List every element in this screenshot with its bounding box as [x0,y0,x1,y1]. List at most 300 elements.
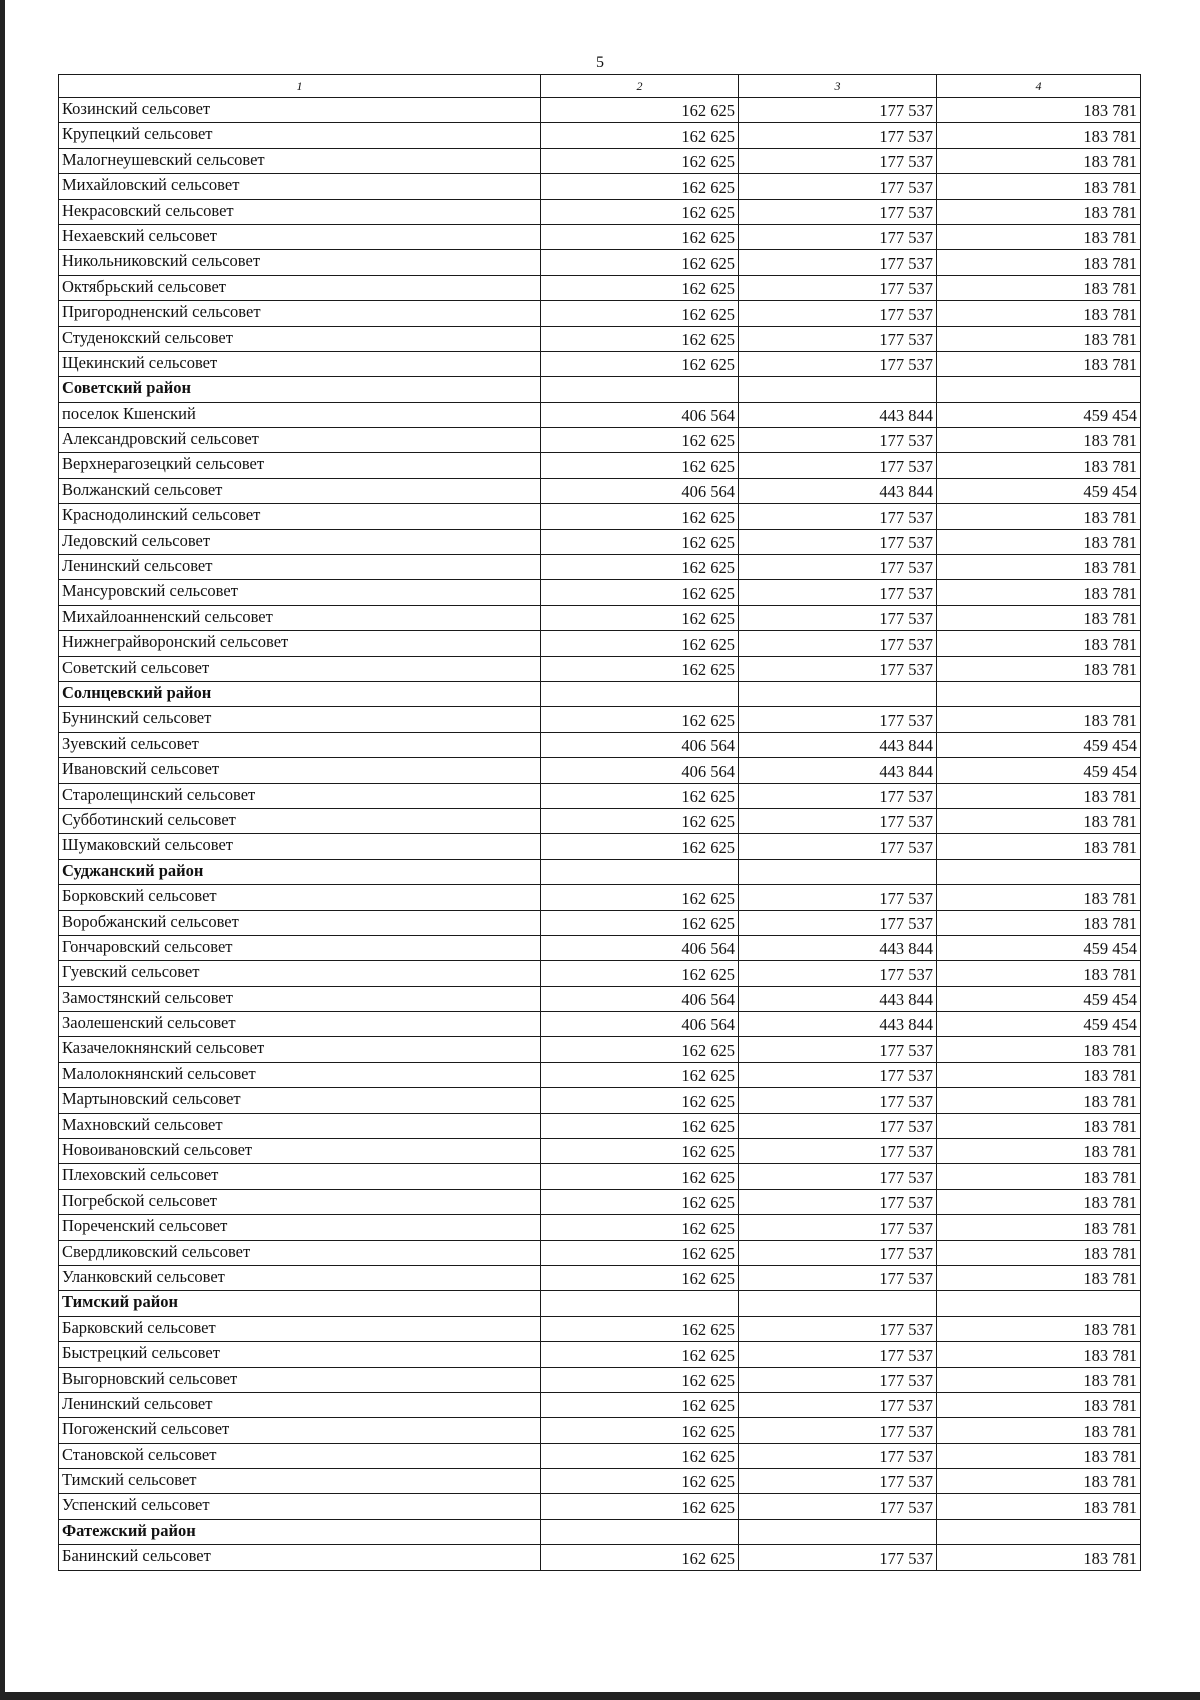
table-row [59,1215,1141,1240]
table-row [59,1469,1141,1494]
value-col-2: 162 625 [541,428,739,453]
value-col-2: 162 625 [541,961,739,986]
value-col-4: 183 781 [937,1037,1141,1062]
settlement-name: Октябрьский сельсовет [59,275,541,300]
table-row [59,783,1141,808]
settlement-name: Михайлоанненский сельсовет [59,605,541,630]
settlement-name: Казачелокнянский сельсовет [59,1037,541,1062]
value-col-4: 183 781 [937,1316,1141,1341]
district-row [59,681,1141,706]
header-col-1: 1 [59,75,541,98]
value-col-2: 162 625 [541,1037,739,1062]
value-col-3: 177 537 [739,834,937,859]
settlement-name: Ленинский сельсовет [59,1392,541,1417]
value-col-2 [541,681,739,706]
table-row [59,1088,1141,1113]
value-col-2: 406 564 [541,402,739,427]
value-col-3: 177 537 [739,148,937,173]
value-col-2: 162 625 [541,123,739,148]
value-col-3: 177 537 [739,1443,937,1468]
value-col-4: 183 781 [937,631,1141,656]
value-col-2: 162 625 [541,1062,739,1087]
value-col-4: 183 781 [937,174,1141,199]
value-col-3: 177 537 [739,428,937,453]
settlement-name: Верхнерагозецкий сельсовет [59,453,541,478]
table-row [59,98,1141,123]
value-col-2: 162 625 [541,224,739,249]
settlement-name: Пригородненский сельсовет [59,301,541,326]
value-col-3 [739,681,937,706]
value-col-4: 183 781 [937,783,1141,808]
district-name: Советский район [59,377,541,402]
settlement-name: Барковский сельсовет [59,1316,541,1341]
value-col-2: 162 625 [541,631,739,656]
value-col-2: 406 564 [541,986,739,1011]
table-row [59,1189,1141,1214]
value-col-2: 162 625 [541,1545,739,1570]
value-col-3 [739,377,937,402]
value-col-4 [937,1519,1141,1544]
value-col-3 [739,859,937,884]
allocation-table [58,74,1141,1571]
value-col-3: 177 537 [739,783,937,808]
settlement-name: Малогнеушевский сельсовет [59,148,541,173]
value-col-2: 162 625 [541,1443,739,1468]
value-col-4: 183 781 [937,224,1141,249]
value-col-4: 183 781 [937,1469,1141,1494]
value-col-4: 183 781 [937,326,1141,351]
settlement-name: Тимский сельсовет [59,1469,541,1494]
table-row [59,428,1141,453]
value-col-3: 443 844 [739,1012,937,1037]
value-col-4: 183 781 [937,275,1141,300]
value-col-3: 177 537 [739,250,937,275]
value-col-2: 162 625 [541,351,739,376]
settlement-name: Мартыновский сельсовет [59,1088,541,1113]
value-col-3: 177 537 [739,555,937,580]
settlement-name: Свердликовский сельсовет [59,1240,541,1265]
value-col-2: 162 625 [541,605,739,630]
value-col-3: 177 537 [739,1113,937,1138]
table-row [59,1367,1141,1392]
settlement-name: Воробжанский сельсовет [59,910,541,935]
value-col-3: 177 537 [739,631,937,656]
table-row [59,250,1141,275]
value-col-2: 162 625 [541,1088,739,1113]
value-col-2: 162 625 [541,301,739,326]
value-col-2: 162 625 [541,656,739,681]
scan-edge-left [0,0,5,1700]
value-col-4: 459 454 [937,758,1141,783]
value-col-3: 177 537 [739,1494,937,1519]
value-col-4: 183 781 [937,1342,1141,1367]
value-col-4: 183 781 [937,605,1141,630]
settlement-name: Мансуровский сельсовет [59,580,541,605]
value-col-4: 183 781 [937,123,1141,148]
value-col-3: 177 537 [739,1316,937,1341]
value-col-2: 162 625 [541,504,739,529]
value-col-4: 459 454 [937,732,1141,757]
value-col-3: 177 537 [739,504,937,529]
value-col-3: 177 537 [739,1265,937,1290]
value-col-4: 183 781 [937,1189,1141,1214]
value-col-2: 162 625 [541,1392,739,1417]
value-col-3: 177 537 [739,1392,937,1417]
settlement-name: Субботинский сельсовет [59,808,541,833]
table-row [59,478,1141,503]
value-col-2: 406 564 [541,935,739,960]
value-col-3: 177 537 [739,707,937,732]
value-col-3 [739,1519,937,1544]
value-col-3: 443 844 [739,935,937,960]
value-col-3: 177 537 [739,1469,937,1494]
value-col-3: 177 537 [739,1418,937,1443]
value-col-3: 177 537 [739,529,937,554]
settlement-name: Крупецкий сельсовет [59,123,541,148]
settlement-name: Ивановский сельсовет [59,758,541,783]
value-col-4: 183 781 [937,580,1141,605]
value-col-2: 162 625 [541,1215,739,1240]
table-row [59,1443,1141,1468]
table-row [59,326,1141,351]
value-col-2: 162 625 [541,1164,739,1189]
table-row [59,148,1141,173]
settlement-name: Гончаровский сельсовет [59,935,541,960]
table-row [59,1545,1141,1570]
scan-edge-bottom [0,1692,1200,1700]
table-row [59,885,1141,910]
district-name: Суджанский район [59,859,541,884]
value-col-4: 183 781 [937,1062,1141,1087]
value-col-3: 177 537 [739,1367,937,1392]
value-col-4: 183 781 [937,910,1141,935]
value-col-4: 183 781 [937,808,1141,833]
value-col-3: 177 537 [739,224,937,249]
settlement-name: поселок Кшенский [59,402,541,427]
value-col-3: 177 537 [739,1240,937,1265]
value-col-3: 177 537 [739,910,937,935]
settlement-name: Заолешенский сельсовет [59,1012,541,1037]
settlement-name: Новоивановский сельсовет [59,1139,541,1164]
table-row [59,1164,1141,1189]
settlement-name: Некрасовский сельсовет [59,199,541,224]
value-col-2: 162 625 [541,174,739,199]
header-col-2: 2 [541,75,739,98]
value-col-3: 177 537 [739,1088,937,1113]
value-col-3: 443 844 [739,402,937,427]
table-row [59,1037,1141,1062]
settlement-name: Советский сельсовет [59,656,541,681]
value-col-2: 162 625 [541,1342,739,1367]
page-number: 5 [596,54,604,71]
value-col-4: 183 781 [937,504,1141,529]
value-col-2: 162 625 [541,1189,739,1214]
value-col-2: 162 625 [541,555,739,580]
value-col-2: 406 564 [541,758,739,783]
district-row [59,377,1141,402]
value-col-4: 459 454 [937,1012,1141,1037]
value-col-4: 183 781 [937,529,1141,554]
value-col-2: 162 625 [541,1367,739,1392]
value-col-4: 183 781 [937,1240,1141,1265]
settlement-name: Шумаковский сельсовет [59,834,541,859]
table-row [59,555,1141,580]
value-col-3: 177 537 [739,199,937,224]
settlement-name: Уланковский сельсовет [59,1265,541,1290]
settlement-name: Гуевский сельсовет [59,961,541,986]
settlement-name: Ледовский сельсовет [59,529,541,554]
settlement-name: Плеховский сельсовет [59,1164,541,1189]
value-col-3: 177 537 [739,453,937,478]
value-col-4 [937,859,1141,884]
table-row [59,1240,1141,1265]
value-col-3: 177 537 [739,326,937,351]
value-col-4: 183 781 [937,555,1141,580]
settlement-name: Малолокнянский сельсовет [59,1062,541,1087]
table-row [59,910,1141,935]
table-row [59,123,1141,148]
value-col-3: 443 844 [739,478,937,503]
settlement-name: Борковский сельсовет [59,885,541,910]
district-name: Тимский район [59,1291,541,1316]
value-col-4: 183 781 [937,707,1141,732]
settlement-name: Быстрецкий сельсовет [59,1342,541,1367]
value-col-3: 177 537 [739,885,937,910]
value-col-2: 162 625 [541,1139,739,1164]
value-col-3: 177 537 [739,301,937,326]
settlement-name: Погребской сельсовет [59,1189,541,1214]
value-col-3: 177 537 [739,605,937,630]
settlement-name: Александровский сельсовет [59,428,541,453]
settlement-name: Нижнеграйворонский сельсовет [59,631,541,656]
value-col-4: 183 781 [937,98,1141,123]
settlement-name: Старолещинский сельсовет [59,783,541,808]
value-col-4: 183 781 [937,1088,1141,1113]
table-row [59,1342,1141,1367]
district-row [59,1291,1141,1316]
settlement-name: Бунинский сельсовет [59,707,541,732]
value-col-4: 459 454 [937,935,1141,960]
table-row [59,174,1141,199]
settlement-name: Зуевский сельсовет [59,732,541,757]
table-row [59,224,1141,249]
value-col-4: 183 781 [937,1265,1141,1290]
district-row [59,859,1141,884]
value-col-2: 162 625 [541,98,739,123]
value-col-4: 183 781 [937,301,1141,326]
settlement-name: Успенский сельсовет [59,1494,541,1519]
settlement-name: Никольниковский сельсовет [59,250,541,275]
value-col-3: 177 537 [739,1342,937,1367]
value-col-2: 162 625 [541,250,739,275]
settlement-name: Замостянский сельсовет [59,986,541,1011]
value-col-3: 443 844 [739,758,937,783]
value-col-4: 183 781 [937,885,1141,910]
value-col-3: 177 537 [739,1545,937,1570]
table-row [59,199,1141,224]
value-col-4: 459 454 [937,478,1141,503]
table-row [59,529,1141,554]
value-col-2: 406 564 [541,478,739,503]
value-col-4 [937,1291,1141,1316]
table-row [59,605,1141,630]
value-col-2 [541,1291,739,1316]
value-col-3: 177 537 [739,1164,937,1189]
table-row [59,935,1141,960]
settlement-name: Банинский сельсовет [59,1545,541,1570]
table-row [59,453,1141,478]
value-col-3: 443 844 [739,986,937,1011]
value-col-2: 162 625 [541,910,739,935]
settlement-name: Нехаевский сельсовет [59,224,541,249]
settlement-name: Студенокский сельсовет [59,326,541,351]
value-col-4: 183 781 [937,1418,1141,1443]
settlement-name: Погоженский сельсовет [59,1418,541,1443]
value-col-3: 177 537 [739,656,937,681]
value-col-2: 162 625 [541,275,739,300]
value-col-2 [541,377,739,402]
value-col-4: 183 781 [937,453,1141,478]
value-col-2: 162 625 [541,1316,739,1341]
table-row [59,986,1141,1011]
value-col-4: 183 781 [937,1164,1141,1189]
value-col-3: 177 537 [739,98,937,123]
value-col-3: 443 844 [739,732,937,757]
table-row [59,1392,1141,1417]
table-row [59,402,1141,427]
settlement-name: Выгорновский сельсовет [59,1367,541,1392]
value-col-3: 177 537 [739,275,937,300]
table-row [59,504,1141,529]
settlement-name: Ленинский сельсовет [59,555,541,580]
value-col-2: 162 625 [541,1469,739,1494]
table-row [59,808,1141,833]
value-col-2: 406 564 [541,732,739,757]
table-row [59,834,1141,859]
value-col-3: 177 537 [739,1215,937,1240]
header-row [59,75,1141,98]
table-row [59,1494,1141,1519]
value-col-4: 183 781 [937,199,1141,224]
table-row [59,1418,1141,1443]
value-col-2: 162 625 [541,707,739,732]
table-row [59,758,1141,783]
value-col-4: 183 781 [937,351,1141,376]
value-col-3: 177 537 [739,961,937,986]
value-col-4 [937,377,1141,402]
value-col-2: 162 625 [541,885,739,910]
settlement-name: Козинский сельсовет [59,98,541,123]
value-col-4: 183 781 [937,250,1141,275]
settlement-name: Щекинский сельсовет [59,351,541,376]
value-col-2: 162 625 [541,580,739,605]
value-col-2: 162 625 [541,1240,739,1265]
value-col-2: 162 625 [541,1265,739,1290]
district-name: Фатежский район [59,1519,541,1544]
header-col-3: 3 [739,75,937,98]
table-row [59,301,1141,326]
value-col-2 [541,859,739,884]
value-col-2: 162 625 [541,808,739,833]
settlement-name: Становской сельсовет [59,1443,541,1468]
value-col-4: 183 781 [937,961,1141,986]
value-col-3: 177 537 [739,1062,937,1087]
value-col-3: 177 537 [739,580,937,605]
value-col-2: 162 625 [541,148,739,173]
table-row [59,961,1141,986]
value-col-4: 459 454 [937,402,1141,427]
value-col-2: 162 625 [541,1418,739,1443]
value-col-2: 162 625 [541,199,739,224]
value-col-2: 406 564 [541,1012,739,1037]
value-col-4: 183 781 [937,1443,1141,1468]
value-col-4: 183 781 [937,1113,1141,1138]
value-col-4: 183 781 [937,428,1141,453]
value-col-4: 183 781 [937,1139,1141,1164]
value-col-3: 177 537 [739,808,937,833]
value-col-4: 183 781 [937,1215,1141,1240]
table-body [59,98,1141,1571]
value-col-3: 177 537 [739,1189,937,1214]
settlement-name: Махновский сельсовет [59,1113,541,1138]
table-row [59,1012,1141,1037]
value-col-4: 183 781 [937,1494,1141,1519]
settlement-name: Михайловский сельсовет [59,174,541,199]
table-row [59,732,1141,757]
settlement-name: Краснодолинский сельсовет [59,504,541,529]
value-col-2: 162 625 [541,783,739,808]
value-col-4: 183 781 [937,148,1141,173]
settlement-name: Волжанский сельсовет [59,478,541,503]
value-col-2 [541,1519,739,1544]
value-col-2: 162 625 [541,834,739,859]
settlement-name: Пореченский сельсовет [59,1215,541,1240]
value-col-2: 162 625 [541,326,739,351]
value-col-4: 183 781 [937,1392,1141,1417]
header-col-4: 4 [937,75,1141,98]
value-col-4: 459 454 [937,986,1141,1011]
value-col-3 [739,1291,937,1316]
value-col-3: 177 537 [739,351,937,376]
value-col-4: 183 781 [937,834,1141,859]
table-row [59,707,1141,732]
value-col-4: 183 781 [937,1367,1141,1392]
value-col-3: 177 537 [739,123,937,148]
table-row [59,1113,1141,1138]
table-row [59,1139,1141,1164]
value-col-4: 183 781 [937,656,1141,681]
table-row [59,656,1141,681]
value-col-2: 162 625 [541,1494,739,1519]
table-row [59,1316,1141,1341]
table-row [59,1265,1141,1290]
value-col-4: 183 781 [937,1545,1141,1570]
table-row [59,275,1141,300]
table-row [59,351,1141,376]
table-row [59,631,1141,656]
district-row [59,1519,1141,1544]
district-name: Солнцевский район [59,681,541,706]
table-row [59,1062,1141,1087]
value-col-2: 162 625 [541,529,739,554]
value-col-3: 177 537 [739,1139,937,1164]
value-col-3: 177 537 [739,1037,937,1062]
value-col-3: 177 537 [739,174,937,199]
value-col-2: 162 625 [541,1113,739,1138]
value-col-4 [937,681,1141,706]
value-col-2: 162 625 [541,453,739,478]
table-row [59,580,1141,605]
